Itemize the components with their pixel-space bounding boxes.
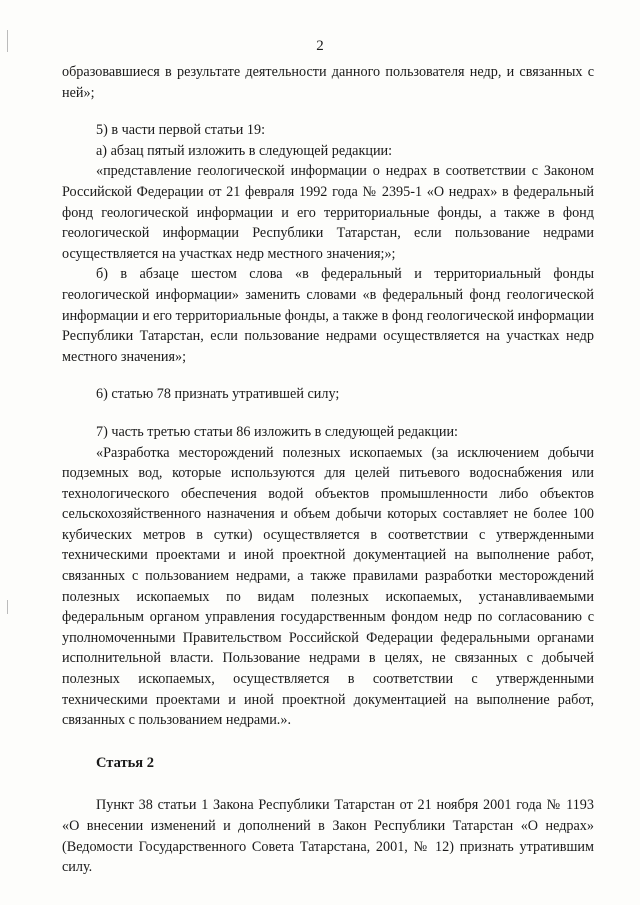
- paragraph-quote-5a: «представление геологической информации о недрах в соответствии с Законом Российской Федерации от 21 февраля 1992 года № 2395-1 «О недрах» в федеральный фонд геологической информации и его территориальные фонды, а также в фонд геологической информации Республики Татарстан, если пользование недрами осуществляется на участках недр местного значения;»;: [62, 163, 594, 262]
- paragraph-item-5: 5) в части первой статьи 19:: [96, 122, 266, 139]
- section-heading: Статья 2: [96, 754, 154, 771]
- document-body: [62, 62, 594, 878]
- paragraph-article-2: Пункт 38 статьи 1 Закона Республики Татарстан от 21 ноября 2001 года № 1193 «О внесении изменений и дополнений в Закон Республики Татарстан «О недрах» (Ведомости Государственного Совета Татарстана, 2001, № 12) признать утратившим силу.: [62, 797, 594, 876]
- paragraph-item-7: 7) часть третью статьи 86 изложить в следующей редакции:: [96, 423, 459, 440]
- paragraph-item-5b: б) в абзаце шестом слова «в федеральный и территориальный фонды геологической информации» заменить словами «в федеральный фонд геологической информации и его территориальные фонды, а также в фонд геологической информации Республики Татарстан, если пользование недрами осуществляется на участках недр местного значения»;: [62, 266, 594, 365]
- page-number: 2: [316, 38, 324, 54]
- paragraph-item-6: 6) статью 78 признать утратившей силу;: [96, 386, 340, 403]
- paragraph-item-5a: а) абзац пятый изложить в следующей редакции:: [96, 142, 393, 159]
- scan-edge-mark: [7, 600, 8, 614]
- paragraph-continuation: образовавшиеся в результате деятельности данного пользователя недр, и связанных с ней»;: [62, 64, 594, 101]
- paragraph-quote-7: «Разработка месторождений полезных ископаемых (за исключением добычи подземных вод, которые используются для целей питьевого водоснабжения или технологического обеспечения водой объектов промышленности либо объектов сельскохозяйственного назначения и объем добычи которых составляет не более 100 кубических метров в сутки) осуществляется в соответствии с утвержденными техническими проектами и иной проектной документацией на выполнение работ, связанных с пользованием недрами, а также правилами разработки месторождений полезных ископаемых по видам полезных ископаемых, устанавливаемыми федеральным органом управления государственным фондом недр по согласованию с уполномоченными Правительством Российской Федерации федеральными органами исполнительной власти. Пользование недрами в целях, не связанных с добычей полезных ископаемых, осуществляется в соответствии с утвержденными техническими проектами и иной проектной документацией на выполнение работ, связанных с пользованием недрами.».: [62, 444, 594, 729]
